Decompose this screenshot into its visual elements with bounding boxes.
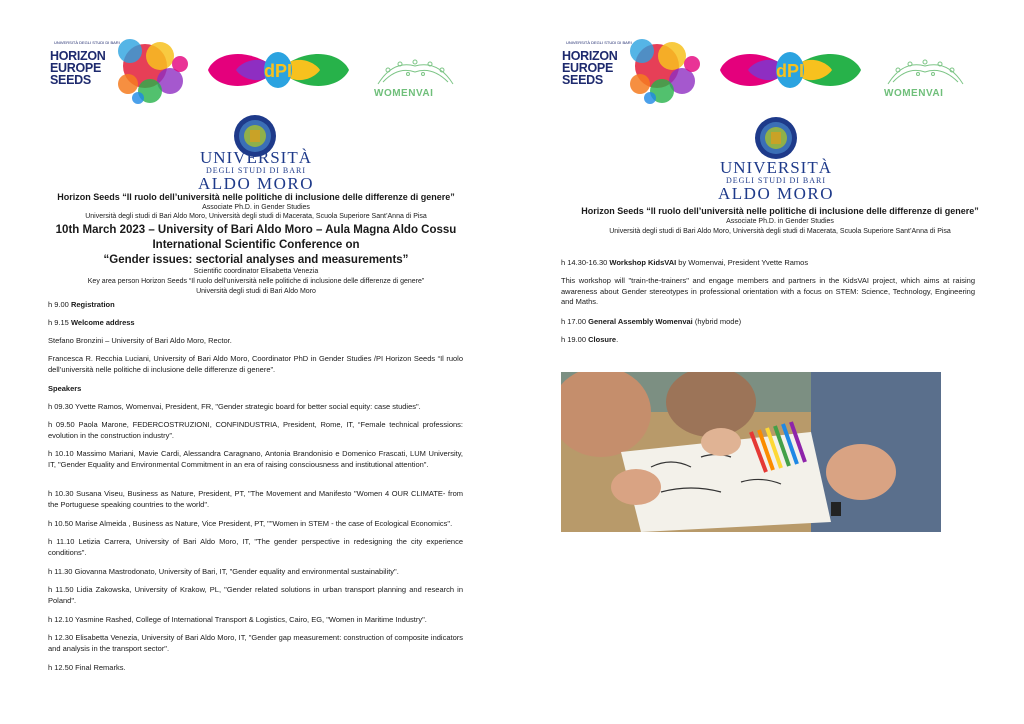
program-item (48, 420, 463, 441)
workshop-item (561, 258, 975, 269)
item-text: Yasmine Rashed, College of International Transport & Logistics, Cairo, EG, "Women in Maritime Industry". (74, 615, 427, 624)
program-item (48, 537, 463, 558)
program-item (48, 449, 463, 470)
program-item (48, 633, 463, 654)
uniba-line2: DEGLI STUDI DI BARI (205, 166, 307, 175)
horizon-university-label: UNIVERSITÀ DEGLI STUDI DI BARI (54, 40, 120, 45)
program-item (48, 663, 463, 674)
item-time: h 17.00 (561, 317, 587, 326)
item-text: (hybrid mode) (692, 317, 742, 326)
dpi-logo (718, 44, 863, 96)
item-text: Susana Viseu, Business as Nature, President, PT, "The Movement and Manifesto "Women 4 OUR CLIMATE- from the Portuguese speaking countries to the world". (48, 489, 463, 509)
womenvai-logo-text: WOMENVAI (374, 88, 434, 99)
womenvai-logo (368, 56, 463, 102)
womenvai-logo (878, 56, 973, 102)
left-date-line: 10th March 2023 – University of Bari Aldo Moro – Aula Magna Aldo Cossu (55, 224, 457, 236)
item-text: . (616, 335, 619, 344)
right-title: Horizon Seeds “Il ruolo dell’università nelle politiche di inclusione delle differenze di genere” (581, 206, 979, 216)
item-time: h 12.50 (48, 663, 74, 672)
item-text: Final Remarks. (75, 663, 126, 672)
item-bold: Speakers (48, 384, 82, 393)
program-item (48, 354, 463, 375)
item-text: Letizia Carrera, University of Bari Aldo Moro, IT, "The gender perspective in redesigning the city experience conditions". (48, 537, 464, 557)
item-text: by Womenvai, President Yvette Ramos (676, 258, 809, 267)
item-time: h 9.15 (48, 318, 69, 327)
item-text: Massimo Mariani, Mavie Cardi, Alessandra Caragnano, Antonia Brandonisio e Domenico Frascati, LUM University, IT, "Gender Equality and Environmental Commitment in an era of raising consciousness and institutional attention". (48, 449, 464, 469)
right-subtitle1: Associate Ph.D. in Gender Studies (726, 218, 834, 225)
uniba-line2: DEGLI STUDI DI BARI (725, 176, 827, 185)
program-item (48, 300, 463, 311)
children-drawing-photo (561, 372, 941, 532)
uniba-line1: UNIVERSITÀ (720, 158, 832, 177)
left-key-person: Key area person Horizon Seeds “Il ruolo dell’università nelle politiche di inclusione delle differenze di genere” (87, 278, 425, 285)
womenvai-logo-text: WOMENVAI (884, 88, 944, 99)
uniba-line3: ALDO MORO (198, 174, 314, 193)
dpi-logo-letters: dPI (263, 61, 293, 81)
left-conf-line: International Scientific Conference on (152, 239, 360, 251)
program-item (48, 336, 463, 347)
item-time: h 11.30 (48, 567, 73, 576)
left-title: Horizon Seeds “Il ruolo dell’università nelle politiche di inclusione delle differenze di genere” (57, 192, 455, 202)
dpi-logo-letters: dPI (775, 61, 805, 81)
item-bold: Workshop KidsVAI (609, 258, 677, 267)
closure-item (561, 335, 975, 346)
program-item (48, 615, 463, 626)
workshop-description: This workshop will "train-the-trainers" and engage members and partners in the KidsVAI project, which aims at raising awareness about Gender stereotypes in professional orientation with a focus on STEM: Science, Technology, Engineering and Maths. (561, 276, 975, 306)
item-text: Yvette Ramos, Womenvai, President, FR, "Gender strategic board for better social equity: case studies". (74, 402, 421, 411)
horizon-logo-text (562, 50, 618, 86)
horizon-europe-seeds-logo (50, 36, 190, 108)
right-subtitle2: Università degli studi di Bari Aldo Moro, Università degli studi di Macerata, Scuola Superiore Sant’Anna di Pisa (609, 228, 951, 235)
university-logo-text (166, 149, 346, 192)
item-bold: General Assembly Womenvai (588, 317, 693, 326)
left-subtitle1: Associate Ph.D. in Gender Studies (202, 204, 310, 211)
program-item (48, 318, 463, 329)
item-time: h 10.30 (48, 489, 74, 498)
item-bold: Registration (70, 300, 115, 309)
item-text: Lidia Zakowska, University of Krakow, PL, "Gender related solutions in urban transport planning and research in Poland". (48, 585, 463, 605)
horizon-line1: HORIZON (50, 49, 106, 63)
horizon-line3: SEEDS (50, 73, 91, 87)
left-university: Università degli studi di Bari Aldo Moro (196, 288, 316, 295)
item-text: Francesca R. Recchia Luciani, University of Bari Aldo Moro, Coordinator PhD in Gender Studies /PI Horizon Seeds “Il ruolo dell’università nelle politiche di inclusione delle differenze di genere”. (48, 354, 463, 374)
item-time: h 12.10 (48, 615, 74, 624)
item-time: h 14.30-16.30 (561, 258, 608, 267)
horizon-line2: EUROPE (50, 61, 101, 75)
item-time: h 10.10 (48, 449, 74, 458)
horizon-line2: EUROPE (562, 61, 613, 75)
horizon-line1: HORIZON (562, 49, 618, 63)
uniba-line3: ALDO MORO (718, 184, 834, 203)
item-bold: Welcome address (70, 318, 135, 327)
horizon-university-label: UNIVERSITÀ DEGLI STUDI DI BARI (566, 40, 632, 45)
uniba-line1: UNIVERSITÀ (200, 148, 312, 167)
speakers-heading (48, 384, 463, 395)
program-item (48, 489, 463, 510)
left-subtitle2: Università degli studi di Bari Aldo Moro, Università degli studi di Macerata, Scuola Superiore Sant’Anna di Pisa (85, 213, 427, 220)
program-item (48, 567, 463, 578)
left-coordinator: Scientific coordinator Elisabetta Venezia (193, 268, 319, 275)
item-time: h 10.50 (48, 519, 74, 528)
assembly-item (561, 317, 975, 328)
program-item (48, 585, 463, 606)
item-text: Giovanna Mastrodonato, University of Bari, IT, "Gender equality and environmental sustainability". (74, 567, 399, 576)
item-time: h 09.30 (48, 402, 74, 411)
university-crest-icon (754, 116, 798, 160)
item-text: Elisabetta Venezia, University of Bari Aldo Moro, IT, "Gender gap measurement: construction of composite indicators and analysis in the transport sector". (48, 633, 464, 653)
university-logo-text (686, 159, 866, 202)
item-bold: Closure (588, 335, 617, 344)
item-time: h 9.00 (48, 300, 69, 309)
horizon-line3: SEEDS (562, 73, 603, 87)
dpi-logo (206, 44, 351, 96)
horizon-europe-seeds-logo (562, 36, 702, 108)
item-text: Marise Almeida , Business as Nature, Vice President, PT, ""Women in STEM - the case of Ecological Economics". (75, 519, 453, 528)
horizon-logo-text (50, 50, 106, 86)
item-text: Paola Marone, FEDERCOSTRUZIONI, CONFINDUSTRIA, President, Rome, IT, “Female technical professions: evolution in the construction industry”. (48, 420, 464, 440)
item-time: h 11.10 (48, 537, 75, 546)
item-text: Stefano Bronzini – University of Bari Aldo Moro, Rector. (48, 336, 232, 345)
right-page (512, 0, 1024, 724)
item-time: h 12.30 (48, 633, 74, 642)
item-time: h 11.50 (48, 585, 74, 594)
item-time: h 09.50 (48, 420, 75, 429)
left-topic-line: “Gender issues: sectorial analyses and measurements” (103, 254, 409, 266)
item-time: h 19.00 (561, 335, 587, 344)
program-item (48, 519, 463, 530)
program-item (48, 402, 463, 413)
